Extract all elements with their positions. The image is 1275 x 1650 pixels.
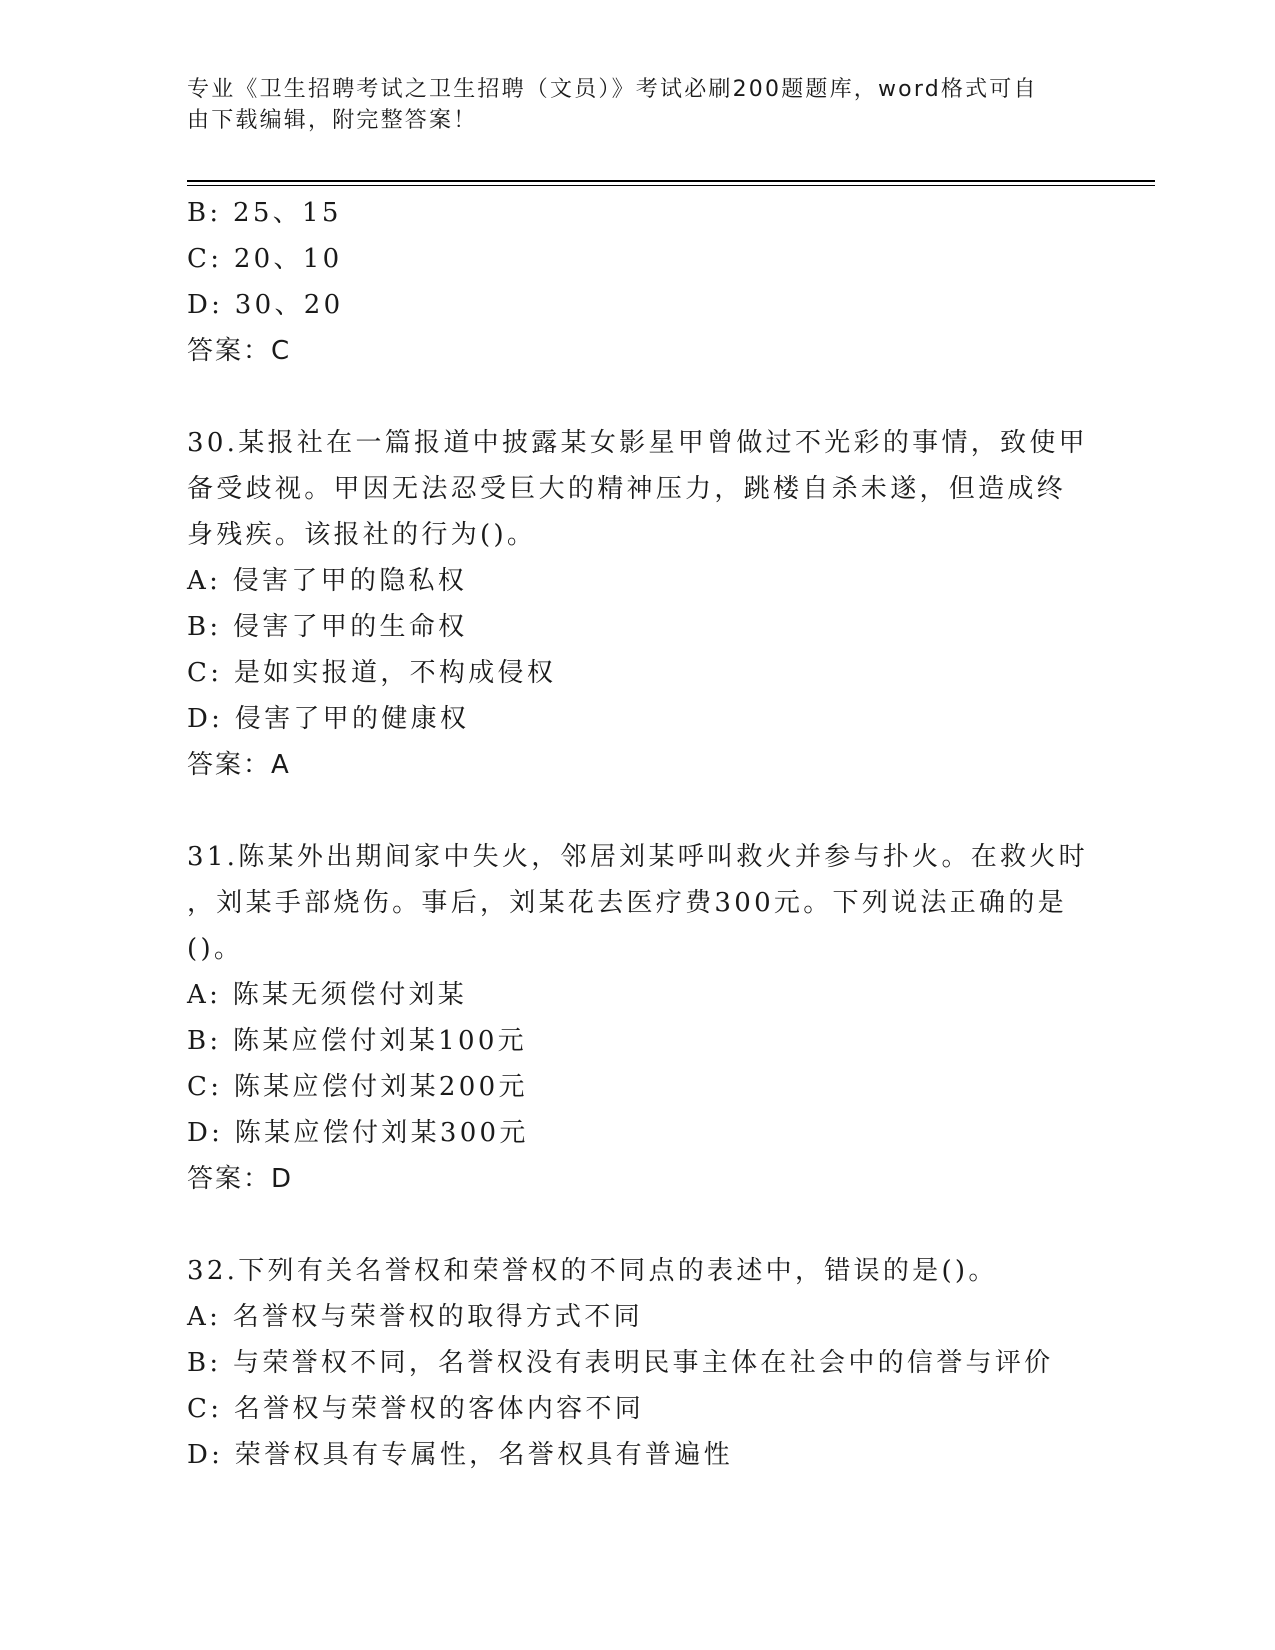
question-stem-line: ()。 [187, 934, 244, 964]
option-b: B: 与荣誉权不同，名誉权没有表明民事主体在社会中的信誉与评价 [187, 1348, 1054, 1378]
question-stem-line: 备受歧视。甲因无法忍受巨大的精神压力，跳楼自杀未遂，但造成终 [187, 474, 1067, 504]
answer-line: 答案：C [187, 336, 292, 366]
option-d: D: 陈某应偿付刘某300元 [187, 1118, 529, 1148]
question-32 [187, 1248, 1087, 1478]
option-a: A: 名誉权与荣誉权的取得方式不同 [187, 1302, 643, 1332]
question-31 [187, 834, 1087, 1202]
document-header [187, 74, 1067, 136]
option-d: D: 30、20 [187, 290, 344, 320]
question-list [187, 190, 1087, 1478]
question-30 [187, 420, 1087, 788]
option-b: B: 陈某应偿付刘某100元 [187, 1026, 527, 1056]
question-stem-line: 身残疾。该报社的行为()。 [187, 520, 537, 550]
header-divider-thin [187, 185, 1155, 186]
spacer [187, 1202, 1087, 1248]
answer-line: 答案：A [187, 750, 291, 780]
question-29 [187, 190, 1087, 374]
header-line-1: 专业《卫生招聘考试之卫生招聘（文员）》考试必刷200题题库，word格式可自 [187, 77, 1038, 102]
spacer [187, 374, 1087, 420]
question-stem-line: ，刘某手部烧伤。事后，刘某花去医疗费300元。下列说法正确的是 [187, 888, 1067, 918]
header-line-2: 由下载编辑，附完整答案！ [187, 108, 478, 133]
option-b: B: 侵害了甲的生命权 [187, 612, 468, 642]
option-b: B: 25、15 [187, 198, 342, 228]
question-stem-line: 32.下列有关名誉权和荣誉权的不同点的表述中，错误的是()。 [187, 1256, 998, 1286]
option-d: D: 侵害了甲的健康权 [187, 704, 470, 734]
option-c: C: 名誉权与荣誉权的客体内容不同 [187, 1394, 645, 1424]
option-c: C: 是如实报道，不构成侵权 [187, 658, 557, 688]
spacer [187, 788, 1087, 834]
option-a: A: 陈某无须偿付刘某 [187, 980, 468, 1010]
answer-line: 答案：D [187, 1164, 294, 1194]
option-c: C: 20、10 [187, 244, 343, 274]
header-divider-thick [187, 180, 1155, 182]
question-stem-line: 31.陈某外出期间家中失火，邻居刘某呼叫救火并参与扑火。在救火时 [187, 842, 1088, 872]
question-stem-line: 30.某报社在一篇报道中披露某女影星甲曾做过不光彩的事情，致使甲 [187, 428, 1088, 458]
option-c: C: 陈某应偿付刘某200元 [187, 1072, 528, 1102]
option-a: A: 侵害了甲的隐私权 [187, 566, 468, 596]
option-d: D: 荣誉权具有专属性，名誉权具有普遍性 [187, 1440, 733, 1470]
